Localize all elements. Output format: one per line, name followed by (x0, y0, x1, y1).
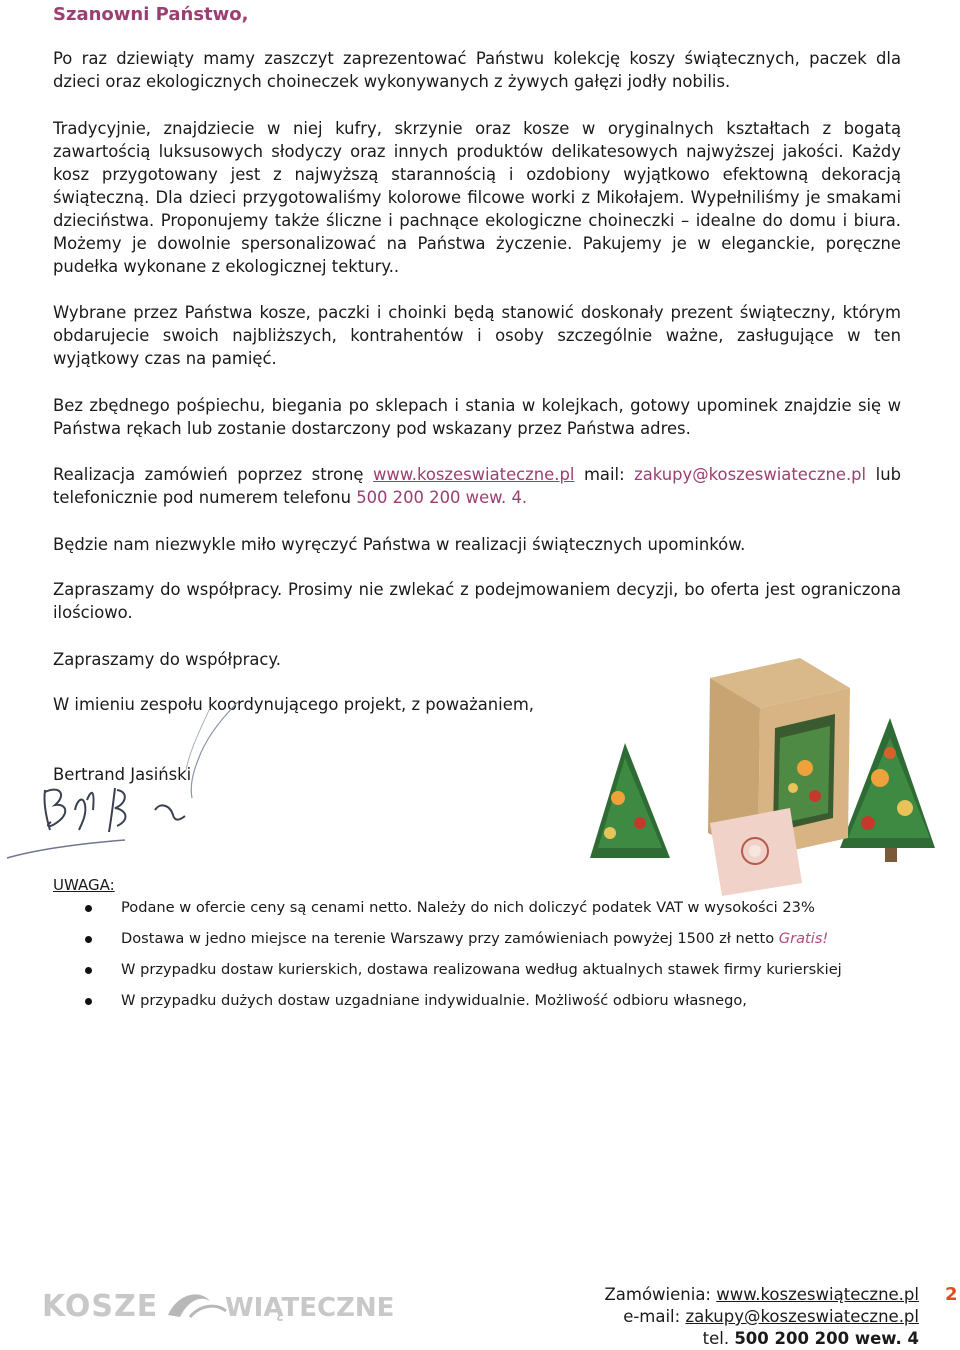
list-item (53, 960, 913, 980)
footer-phone-line (604, 1328, 919, 1350)
tel-number: 500 200 200 wew. 4 (734, 1329, 919, 1348)
bullet-icon (85, 967, 92, 974)
bullet-icon (85, 998, 92, 1005)
order-phone-text: lub telefonicznie pod numerem telefonu (53, 465, 901, 507)
gratis-label: Gratis! (778, 930, 829, 947)
orders-site-link[interactable]: www.koszeswiąteczne.pl (716, 1285, 919, 1304)
greeting-heading: Szanowni Państwo, (53, 4, 249, 25)
christmas-tree-box-photo (590, 648, 935, 898)
intro-paragraph: Po raz dziewiąty mamy zaszczyt zaprezentować Państwu kolekcję koszy świątecznych, paczek dla dzieci oraz ekologicznych choineczek wykonywanych z żywych gałęzi jodły nobilis. (53, 49, 901, 91)
order-phone: 500 200 200 wew. 4. (356, 488, 528, 507)
footer-orders-line (604, 1284, 919, 1306)
note-text: W przypadku dostaw kurierskich, dostawa realizowana według aktualnych stawek firmy kurierskiej (121, 961, 842, 978)
order-mail-label: mail: (574, 465, 635, 484)
bullet-icon (85, 936, 92, 943)
closing-line: W imieniu zespołu koordynującego projekt, z poważaniem, (53, 695, 534, 714)
order-prefix: Realizacja zamówień poprzez stronę (53, 465, 374, 484)
thanks-paragraph: Będzie nam niezwykle miło wyręczyć Państwa w realizacji świątecznych upominków. (53, 535, 746, 554)
signer-name: Bertrand Jasiński (53, 765, 192, 784)
notes-title: UWAGA: (53, 876, 115, 894)
gift-paragraph: Wybrane przez Państwa kosze, paczki i choinki będą stanowić doskonały prezent świąteczny, którym obdarujecie swoich najbliższych, kontrahentów i osoby szczególnie ważne, zasługujące w ten wyjątkowy czas na pamięć. (53, 303, 901, 368)
order-mail-link[interactable]: zakupy@koszeswiateczne.pl (634, 465, 867, 484)
orders-label: Zamówienia: (604, 1285, 717, 1304)
order-site-link[interactable]: www.koszeswiateczne.pl (373, 465, 575, 484)
notes-list (53, 898, 913, 1022)
invitation-paragraph: Zapraszamy do współpracy. Prosimy nie zwlekać z podejmowaniem decyzji, bo oferta jest ograniczona ilościowo. (53, 580, 901, 622)
footer-email-line (604, 1306, 919, 1328)
kosze-swiateczne-logo (40, 1283, 395, 1324)
page-number: 2 (945, 1284, 958, 1305)
footer-contact (604, 1284, 919, 1350)
note-text: Dostawa w jedno miejsce na terenie Warszawy przy zamówieniach powyżej 1500 zł netto (121, 930, 779, 947)
list-item (53, 898, 913, 918)
order-paragraph (53, 463, 901, 509)
note-text: W przypadku dużych dostaw uzgadniane indywidualnie. Możliwość odbioru własnego, (121, 992, 747, 1009)
handwritten-signature (5, 770, 205, 865)
email-link[interactable]: zakupy@koszeswiateczne.pl (685, 1307, 919, 1326)
note-text: Podane w ofercie ceny są cenami netto. Należy do nich doliczyć podatek VAT w wysokości 23% (121, 899, 815, 916)
list-item (53, 929, 913, 949)
bullet-icon (85, 905, 92, 912)
collection-paragraph: Tradycyjnie, znajdziecie w niej kufry, skrzynie oraz kosze w oryginalnych kształtach z bogatą zawartością luksusowych słodyczy oraz innych produktów delikatesowych najwyższej jakości. Każdy kosz przygotowany jest z najwyższą starannością i ozdobiony wyjątkowo efektowną dekoracją świąteczną. Dla dzieci przygotowaliśmy kolorowe filcowe worki z Mikołajem. Wypełniliśmy je smakami dzieciństwa. Proponujemy także śliczne i pachnące ekologiczne choineczki – idealne do domu i biura. Możemy je dowolnie spersonalizować na Państwa życzenie. Pakujemy je w eleganckie, poręczne pudełka wykonane z ekologicznej tektury.. (53, 119, 901, 276)
invitation-short: Zapraszamy do współpracy. (53, 650, 281, 669)
list-item (53, 991, 913, 1011)
svg-text:KOSZE: KOSZE (42, 1289, 159, 1324)
tel-label: tel. (702, 1329, 735, 1348)
delivery-paragraph: Bez zbędnego pośpiechu, biegania po sklepach i stania w kolejkach, gotowy upominek znajdzie się w Państwa rękach lub zostanie dostarczony pod wskazany przez Państwa adres. (53, 396, 901, 438)
svg-text:WIĄTECZNE: WIĄTECZNE (225, 1293, 395, 1323)
email-label: e-mail: (623, 1307, 686, 1326)
